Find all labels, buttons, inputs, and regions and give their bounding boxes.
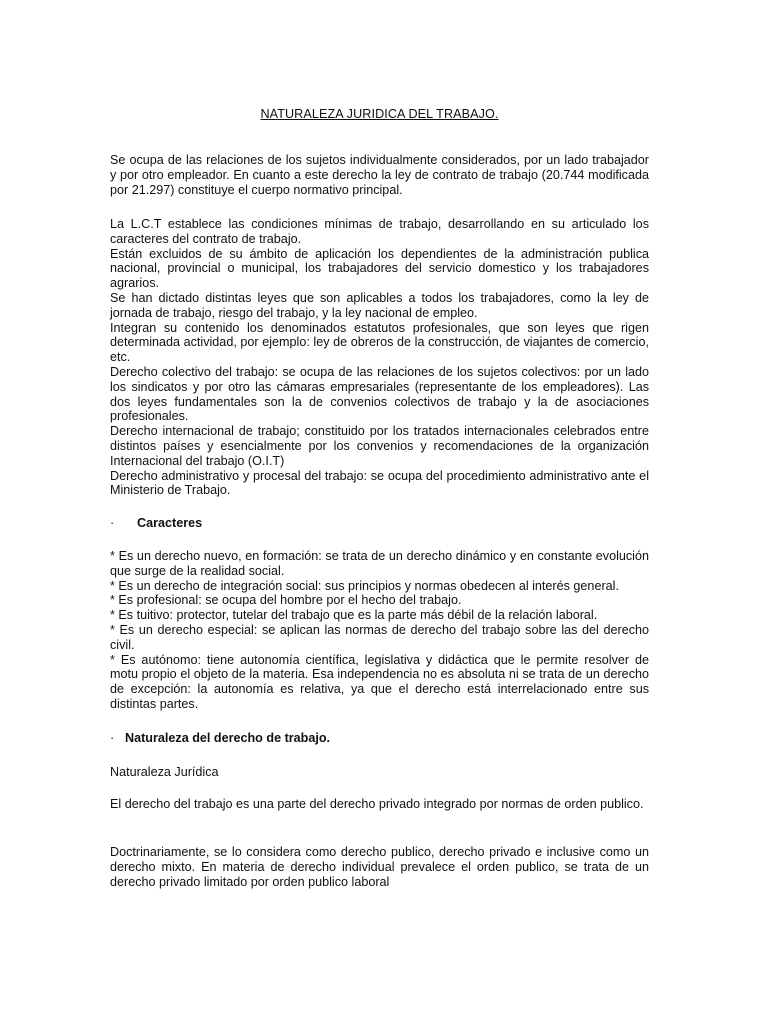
body-paragraphs bbox=[110, 217, 649, 498]
bullet-dot: · bbox=[110, 731, 115, 745]
caracter-item: * Es un derecho nuevo, en formación: se trata de un derecho dinámico y en constante evolución que surge de la realidad social. bbox=[110, 549, 649, 578]
naturaleza-subheading: Naturaleza Jurídica bbox=[110, 765, 219, 779]
paragraph-excluidos: Están excluidos de su ámbito de aplicación los dependientes de la administración publica nacional, provincial o municipal, los trabajadores del servicio domestico y los trabajadores agrarios. bbox=[110, 246, 649, 291]
naturaleza-para1-block bbox=[110, 797, 649, 812]
caracteres-list bbox=[110, 549, 649, 712]
paragraph-estatutos: Integran su contenido los denominados estatutos profesionales, que son leyes que rigen determinada actividad, por ejemplo: ley de obreros de la construcción, de viajantes de comercio, etc. bbox=[110, 320, 649, 365]
caracteres-heading-label: Caracteres bbox=[137, 516, 203, 530]
document-title: NATURALEZA JURIDICA DEL TRABAJO. bbox=[260, 107, 499, 121]
naturaleza-heading-label: Naturaleza del derecho de trabajo. bbox=[125, 731, 331, 745]
naturaleza-heading bbox=[110, 731, 330, 745]
paragraph-derecho-colectivo: Derecho colectivo del trabajo: se ocupa de las relaciones de los sujetos colectivos: por un lado los sindicatos y por otro las cámaras empresariales (representante de los empleadores). Las dos leyes fundamentales son la de convenios colectivos de trabajo y la de asociaciones profesionales. bbox=[110, 364, 649, 424]
bullet-dot: · bbox=[110, 516, 115, 530]
paragraph-lct: La L.C.T establece las condiciones mínimas de trabajo, desarrollando en su articulado los caracteres del contrato de trabajo. bbox=[110, 217, 649, 246]
caracter-item: * Es un derecho especial: se aplican las normas de derecho del trabajo sobre las del derecho civil. bbox=[110, 622, 649, 652]
caracter-item: * Es profesional: se ocupa del hombre por el hecho del trabajo. bbox=[110, 593, 462, 608]
naturaleza-paragraph-2: Doctrinariamente, se lo considera como derecho publico, derecho privado e inclusive como un derecho mixto. En materia de derecho individual prevalece el orden publico, se trata de un derecho privado limitado por orden publico laboral bbox=[110, 845, 649, 889]
naturaleza-para2-block bbox=[110, 845, 649, 889]
caracter-item: * Es un derecho de integración social: sus principios y normas obedecen al interés general. bbox=[110, 578, 619, 593]
naturaleza-subheading-block bbox=[110, 765, 649, 780]
caracter-item: * Es tuitivo: protector, tutelar del trabajo que es la parte más débil de la relación laboral. bbox=[110, 608, 598, 623]
intro-paragraph: Se ocupa de las relaciones de los sujetos individualmente considerados, por un lado trabajador y por otro empleador. En cuanto a este derecho la ley de contrato de trabajo (20.744 modificada por 21.297) constituye el cuerpo normativo principal. bbox=[110, 153, 649, 197]
paragraph-leyes: Se han dictado distintas leyes que son aplicables a todos los trabajadores, como la ley de jornada de trabajo, riesgo del trabajo, y la ley nacional de empleo. bbox=[110, 290, 649, 320]
paragraph-derecho-internacional: Derecho internacional de trabajo; constituido por los tratados internacionales celebrados entre distintos países y esencialmente por los convenios y recomendaciones de la organización Internacional del trabajo (O.I.T) bbox=[110, 424, 649, 468]
caracter-item: * Es autónomo: tiene autonomía científica, legislativa y didáctica que le permite resolver de motu propio el objeto de la materia. Esa independencia no es absoluta ni se trata de un derecho de excepción: la autonomía es relativa, ya que el derecho está interrelacionado entre sus distintas partes. bbox=[110, 652, 649, 711]
intro-paragraph-block bbox=[110, 153, 649, 197]
caracteres-heading bbox=[110, 516, 202, 530]
paragraph-derecho-administrativo: Derecho administrativo y procesal del trabajo: se ocupa del procedimiento administrativo ante el Ministerio de Trabajo. bbox=[110, 468, 649, 498]
naturaleza-paragraph-1: El derecho del trabajo es una parte del derecho privado integrado por normas de orden publico. bbox=[110, 797, 644, 811]
